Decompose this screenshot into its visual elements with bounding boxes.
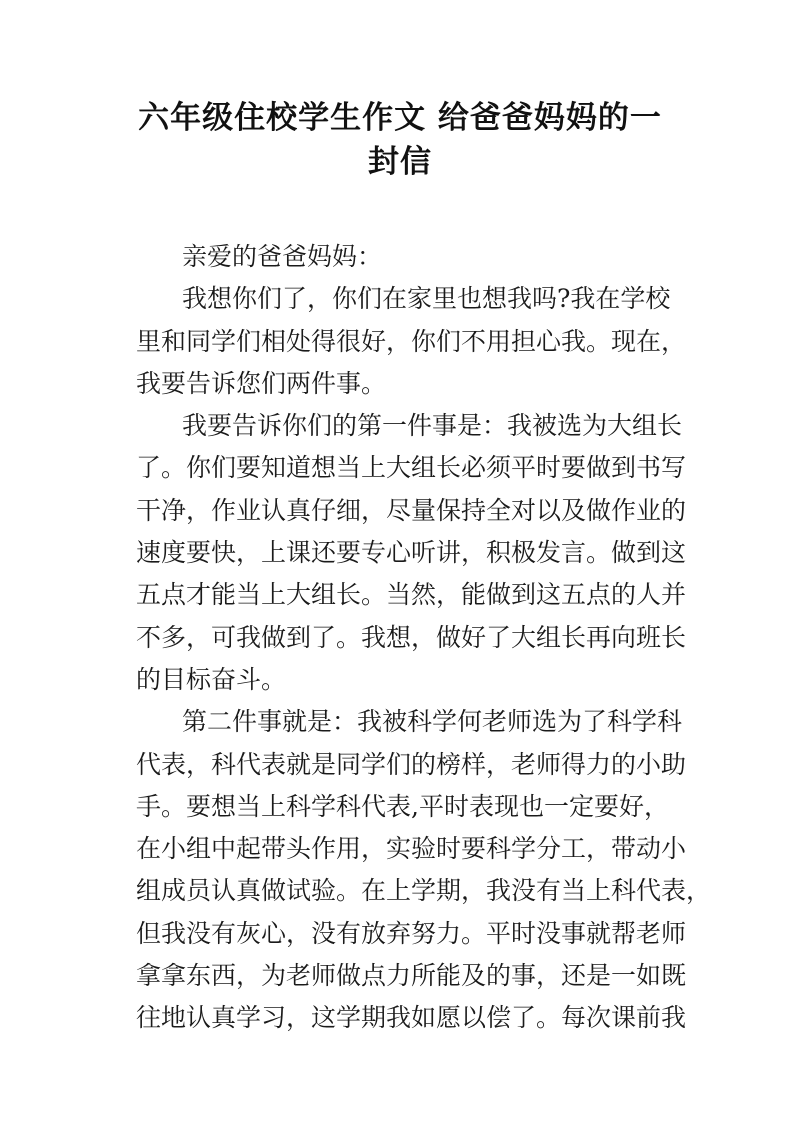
text-line: 但我没有灰心，没有放弃努力。平时没事就帮老师 (136, 918, 687, 948)
text-line: 手。要想当上科学科代表,平时表现也一定要好， (136, 791, 669, 821)
text-line: 我想你们了，你们在家里也想我吗?我在学校 (182, 284, 671, 314)
text-line: 五点才能当上大组长。当然，能做到这五点的人并 (136, 580, 687, 610)
text-line: 了。你们要知道想当上大组长必须平时要做到书写 (136, 453, 687, 483)
text-line: 亲爱的爸爸妈妈： (182, 242, 383, 271)
text-line: 我要告诉您们两件事。 (136, 368, 387, 398)
title-line: 封信 (368, 144, 432, 180)
text-line: 代表，科代表就是同学们的榜样，老师得力的小助 (136, 749, 687, 779)
text-line: 第二件事就是：我被科学何老师选为了科学科 (182, 707, 683, 737)
text-line: 组成员认真做试验。在上学期，我没有当上科代表， (136, 876, 712, 906)
document-body (136, 236, 712, 1040)
text-line: 的目标奋斗。 (136, 664, 287, 694)
text-line: 里和同学们相处得很好，你们不用担心我。现在， (136, 326, 687, 356)
salutation (136, 236, 676, 278)
text-line: 干净，作业认真仔细，尽量保持全对以及做作业的 (136, 495, 687, 525)
text-line: 拿拿东西，为老师做点力所能及的事，还是一如既 (136, 961, 687, 991)
text-line: 往地认真学习，这学期我如愿以偿了。每次课前我 (136, 1003, 687, 1033)
text-line: 不多，可我做到了。我想，做好了大组长再向班长 (136, 622, 687, 652)
paragraph-3 (136, 701, 712, 1039)
document-title (100, 96, 700, 184)
paragraph-1 (136, 278, 687, 405)
text-line: 我要告诉你们的第一件事是：我被选为大组长 (182, 411, 683, 441)
text-line: 在小组中起带头作用，实验时要科学分工，带动小 (136, 834, 687, 864)
text-line: 速度要快，上课还要专心听讲，积极发言。做到这 (136, 538, 687, 568)
paragraph-2 (136, 405, 687, 701)
title-line: 六年级住校学生作文 给爸爸妈妈的一 (138, 100, 662, 136)
